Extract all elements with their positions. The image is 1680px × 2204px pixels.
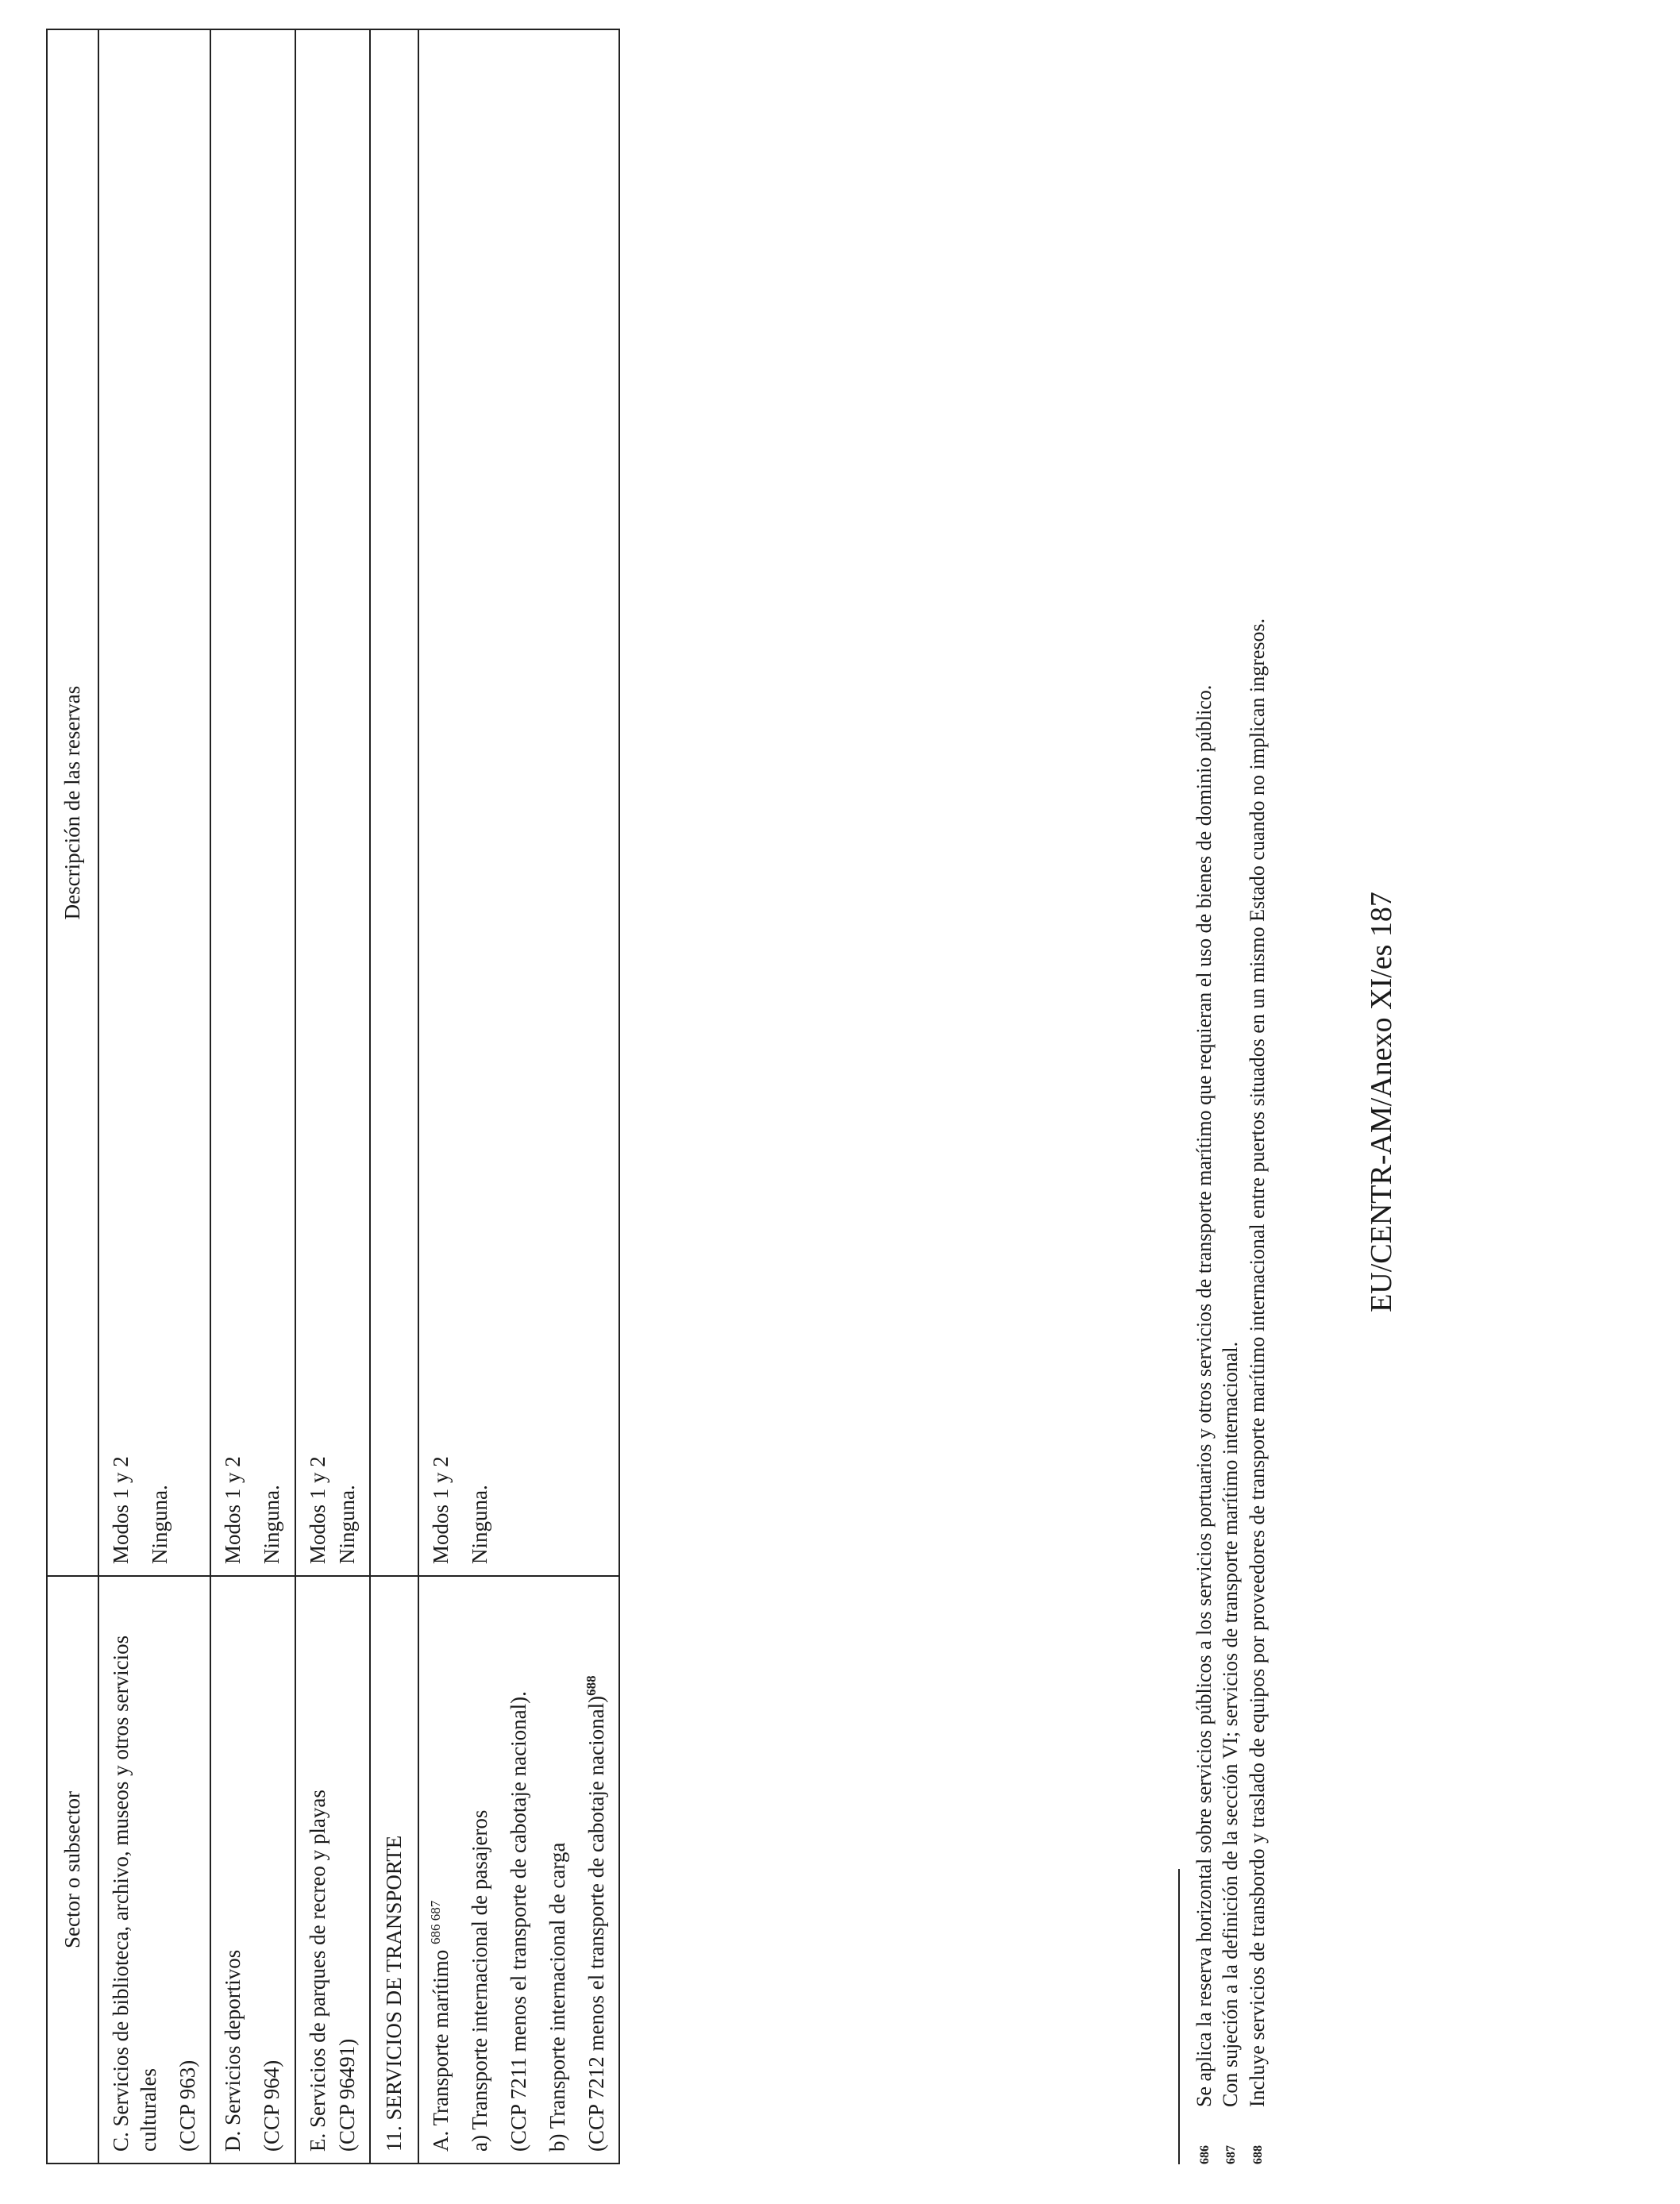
page-footer: EU/CENTR-AM/Anexo XI/es 187 xyxy=(1365,892,1398,1312)
footnote-text: Se aplica la reserva horizontal sobre servicios públicos a los servicios portuarios y otros servicios de transporte marítimo que requieran el uso de bienes de dominio público. xyxy=(1193,684,1216,2107)
sector-line: a) Transporte internacional de pasajeros xyxy=(467,1809,491,2152)
footnote-text: Con sujeción a la definición de la sección VI; servicios de transporte marítimo internacional. xyxy=(1219,1341,1243,2107)
reservation-text: Ninguna. xyxy=(260,1485,284,1564)
modes-text: Modos 1 y 2 xyxy=(109,1456,133,1564)
footnote-number: 688 xyxy=(1250,2145,1265,2164)
group-heading-row xyxy=(370,29,418,2164)
reservation-text: Ninguna. xyxy=(467,1485,491,1564)
description-cell xyxy=(210,29,295,1576)
footnote-number: 687 xyxy=(1224,2145,1239,2164)
footnotes xyxy=(1191,68,1270,2164)
footnote xyxy=(1191,68,1217,2164)
footnote-text: Incluye servicios de transbordo y traslado de equipos por proveedores de transporte marítimo internacional entre puertos situados en un mismo Estado cuando no implican ingresos. xyxy=(1245,618,1269,2107)
modes-text: Modos 1 y 2 xyxy=(428,1456,453,1564)
description-cell xyxy=(98,29,210,1576)
description-cell xyxy=(418,29,619,1576)
sector-name: C. Servicios de biblioteca, archivo, museos y otros servicios culturales xyxy=(109,1635,161,2152)
table-row xyxy=(98,29,210,2164)
sector-last-line xyxy=(583,1588,611,2152)
group-heading: 11. SERVICIOS DE TRANSPORTE xyxy=(370,1576,418,2164)
footnote-separator xyxy=(1178,1869,1180,2164)
footnote-refs-686-687: 686 687 xyxy=(427,1900,443,1944)
footnote xyxy=(1244,68,1270,2164)
table-row xyxy=(418,29,619,2164)
reservation-text: Ninguna. xyxy=(334,1485,359,1564)
sector-name: E. Servicios de parques de recreo y playas xyxy=(305,1790,329,2152)
sector-line: (CCP 7211 menos el transporte de cabotaje nacional). xyxy=(507,1691,531,2152)
footnote-ref-688: 688 xyxy=(584,1675,599,1696)
header-sector: Sector o subsector xyxy=(47,1576,98,2164)
reservation-text: Ninguna. xyxy=(148,1485,172,1564)
modes-text: Modos 1 y 2 xyxy=(221,1456,245,1564)
sector-cell xyxy=(98,1576,210,2164)
sector-code: (CCP 96491) xyxy=(334,2038,359,2152)
sector-cell xyxy=(418,1576,619,2164)
footnote xyxy=(1217,68,1243,2164)
transport-title-line xyxy=(427,1588,455,2152)
sector-code: (CCP 963) xyxy=(175,2060,200,2152)
modes-text: Modos 1 y 2 xyxy=(305,1456,329,1564)
group-heading-empty-cell xyxy=(370,29,418,1576)
header-description: Descripción de las reservas xyxy=(47,29,98,1576)
table-row xyxy=(295,29,370,2164)
footnote-number: 686 xyxy=(1198,2145,1212,2164)
reservations-table xyxy=(46,29,620,2164)
sector-cell xyxy=(210,1576,295,2164)
table-row xyxy=(210,29,295,2164)
sector-code: (CCP 964) xyxy=(260,2060,284,2152)
sector-line: b) Transporte internacional de carga xyxy=(545,1842,570,2152)
sector-cell xyxy=(295,1576,370,2164)
transport-title: A. Transporte marítimo xyxy=(428,1949,453,2152)
sector-code: (CCP 7212 menos el transporte de cabotaje nacional) xyxy=(584,1695,609,2152)
sector-name: D. Servicios deportivos xyxy=(221,1949,245,2152)
description-cell xyxy=(295,29,370,1576)
table-header-row xyxy=(47,29,98,2164)
